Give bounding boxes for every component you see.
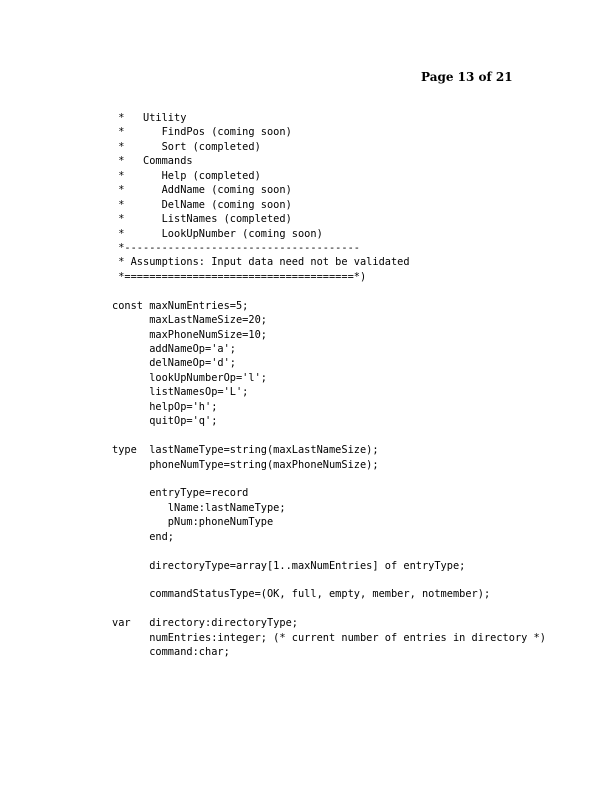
- code-line: lName:lastNameType;: [112, 501, 286, 514]
- code-line: end;: [112, 530, 174, 543]
- code-line: [112, 284, 546, 298]
- code-line: * DelName (coming soon): [112, 198, 292, 211]
- code-line: * Commands: [112, 155, 193, 168]
- code-line: const maxNumEntries=5;: [112, 299, 249, 312]
- code-line: * Help (completed): [112, 169, 261, 182]
- code-line: *=====================================*): [112, 270, 367, 283]
- code-line: listNamesOp='L';: [112, 386, 249, 399]
- code-line: delNameOp='d';: [112, 357, 236, 370]
- code-line: * FindPos (coming soon): [112, 126, 292, 139]
- code-line: maxLastNameSize=20;: [112, 314, 267, 327]
- code-line: * Sort (completed): [112, 140, 261, 153]
- code-line: entryType=record: [112, 487, 249, 500]
- code-line: phoneNumType=string(maxPhoneNumSize);: [112, 458, 379, 471]
- code-line: [112, 472, 546, 486]
- code-line: type lastNameType=string(maxLastNameSize);: [112, 444, 379, 457]
- code-line: [112, 429, 546, 443]
- code-line: *--------------------------------------: [112, 241, 360, 254]
- code-line: [112, 602, 546, 616]
- code-line: [112, 573, 546, 587]
- code-line: command:char;: [112, 646, 230, 659]
- code-line: lookUpNumberOp='l';: [112, 371, 267, 384]
- code-line: directoryType=array[1..maxNumEntries] of entryType;: [112, 559, 466, 572]
- code-line: addNameOp='a';: [112, 343, 236, 355]
- code-line: pNum:phoneNumType: [112, 516, 274, 529]
- code-line: quitOp='q';: [112, 415, 218, 428]
- code-line: var directory:directoryType;: [112, 617, 298, 630]
- code-line: [112, 544, 546, 558]
- code-line: * AddName (coming soon): [112, 184, 292, 197]
- page-number: Page 13 of 21: [421, 70, 513, 84]
- code-line: helpOp='h';: [112, 400, 218, 413]
- code-line: maxPhoneNumSize=10;: [112, 328, 267, 341]
- code-line: numEntries:integer; (* current number of entries in directory *): [112, 631, 546, 644]
- code-line: commandStatusType=(OK, full, empty, member, notmember);: [112, 588, 491, 601]
- source-code-listing: [112, 111, 546, 660]
- code-line: * Assumptions: Input data need not be validated: [112, 256, 410, 269]
- code-line: * ListNames (completed): [112, 213, 292, 226]
- code-line: * Utility: [112, 112, 187, 124]
- code-line: * LookUpNumber (coming soon): [112, 227, 323, 240]
